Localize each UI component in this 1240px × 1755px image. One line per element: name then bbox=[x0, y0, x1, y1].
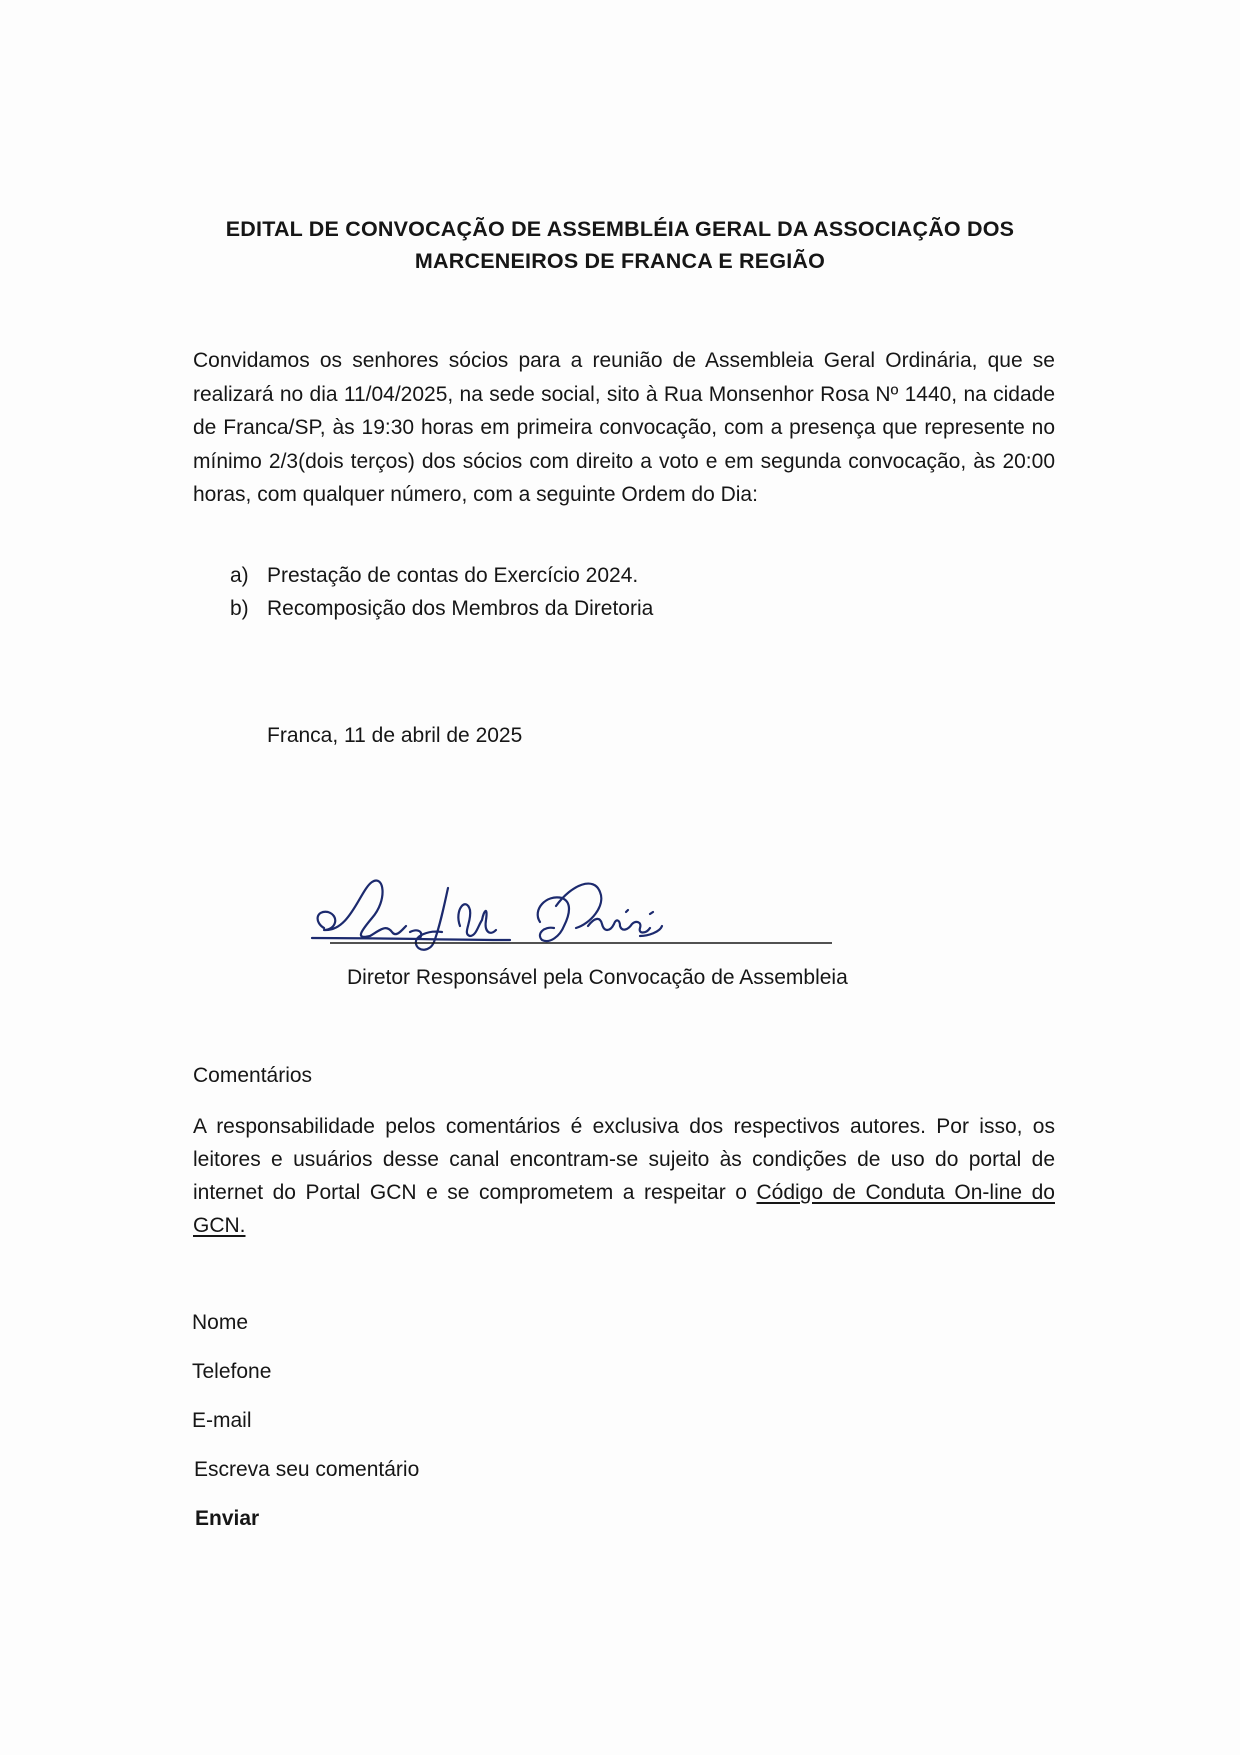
comments-disclaimer bbox=[193, 1110, 1055, 1242]
title-line-2: MARCENEIROS DE FRANCA E REGIÃO bbox=[414, 249, 826, 273]
email-field-label[interactable]: E-mail bbox=[192, 1409, 252, 1432]
agenda-item-letter: a) bbox=[230, 564, 249, 587]
handwritten-signature bbox=[310, 870, 930, 960]
agenda-item-text: Recomposição dos Membros da Diretoria bbox=[267, 597, 654, 620]
convocation-body: Convidamos os senhores sócios para a reunião de Assembleia Geral Ordinária, que se realizará no dia 11/04/2025, na sede social, sito à Rua Monsenhor Rosa Nº 1440, na cidade de Franca/SP, às 19:30 horas em primeira convocação, com a presença que represente no mínimo 2/3(dois terços) dos sócios com direito a voto e em segunda convocação, às 20:00 horas, com qualquer número, com a seguinte Ordem do Dia: bbox=[193, 349, 1055, 506]
title-line-1: EDITAL DE CONVOCAÇÃO DE ASSEMBLÉIA GERAL DA ASSOCIAÇÃO DOS bbox=[225, 217, 1015, 241]
phone-field-label[interactable]: Telefone bbox=[192, 1360, 272, 1383]
comments-heading: Comentários bbox=[193, 1064, 313, 1087]
agenda-list bbox=[230, 559, 653, 625]
agenda-item bbox=[230, 559, 653, 592]
date-line: Franca, 11 de abril de 2025 bbox=[267, 724, 523, 747]
document-title bbox=[150, 213, 1090, 277]
comment-field-label[interactable]: Escreva seu comentário bbox=[194, 1458, 420, 1481]
signature-caption: Diretor Responsável pela Convocação de Assembleia bbox=[347, 966, 848, 989]
code-of-conduct-link[interactable]: Código de Conduta On-line do GCN. bbox=[193, 1181, 1055, 1237]
name-field-label[interactable]: Nome bbox=[192, 1311, 249, 1334]
disclaimer-text: A responsabilidade pelos comentários é exclusiva dos respectivos autores. Por isso, os leitores e usuários desse canal encontram-se sujeito às condições de uso do portal de internet do Portal GCN e se comprometem a respeitar o bbox=[193, 1115, 1055, 1204]
agenda-item-text: Prestação de contas do Exercício 2024. bbox=[267, 564, 639, 587]
agenda-item-letter: b) bbox=[230, 597, 249, 620]
agenda-item bbox=[230, 592, 653, 625]
send-button[interactable]: Enviar bbox=[195, 1507, 260, 1530]
